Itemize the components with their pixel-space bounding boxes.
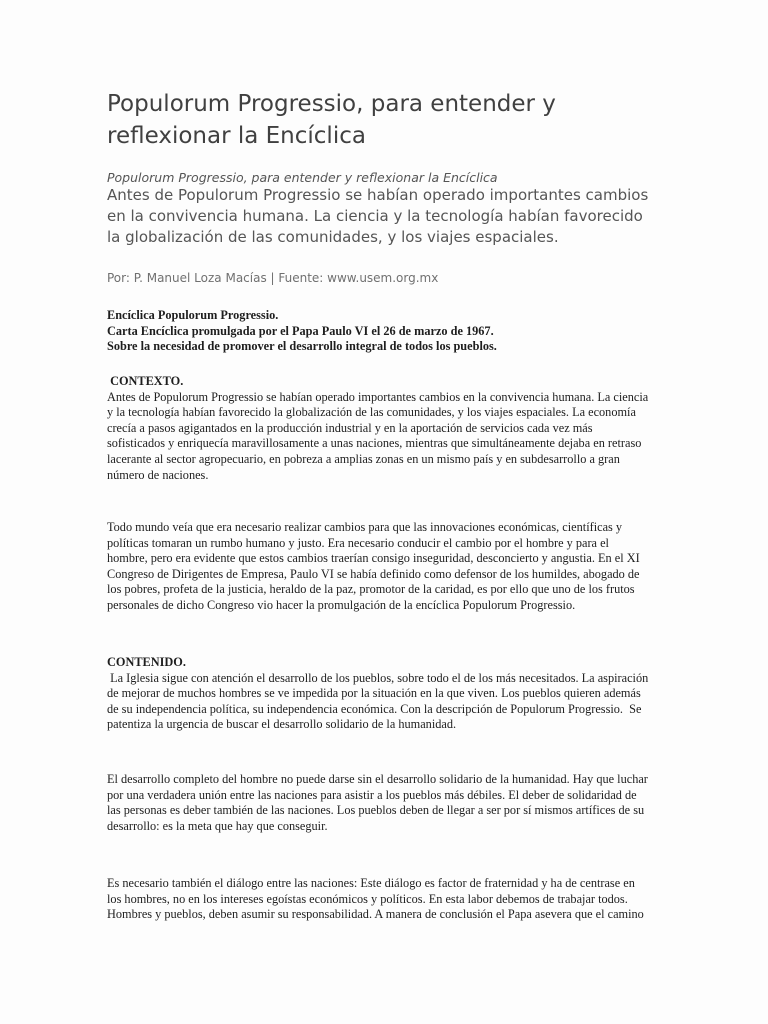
paragraph-line: los pobres, profeta de la justicia, heraldo de la paz, promotor de la caridad, es por ello que uno de los frutos — [107, 582, 635, 597]
paragraph-line: personales de dicho Congreso vio hacer la promulgación de la encíclica Populorum Progressio. — [107, 597, 576, 612]
paragraph-line: desarrollo: es la meta que hay que conseguir. — [107, 818, 328, 833]
paragraph-line: por una verdadera unión entre las naciones para asistir a los pueblos más débiles. El deber de solidaridad de — [107, 787, 637, 802]
paragraph-line: El desarrollo completo del hombre no puede darse sin el desarrollo solidario de la humanidad. Hay que luchar — [107, 772, 648, 786]
header-line: Encíclica Populorum Progressio. — [107, 308, 279, 322]
document-lead — [107, 185, 667, 248]
section-heading-contexto: CONTEXTO. — [107, 374, 184, 388]
document-subtitle: Populorum Progressio, para entender y reflexionar la Encíclica — [107, 170, 498, 185]
paragraph-line: Congreso de Dirigentes de Empresa, Paulo VI se había definido como defensor de los humildes, abogado de — [107, 566, 640, 581]
section-contenido — [107, 655, 663, 733]
lead-line: Antes de Populorum Progressio se habían operado importantes cambios — [107, 186, 649, 204]
paragraph-line: número de naciones. — [107, 467, 209, 482]
paragraph-line: y la tecnología habían favorecido la globalización de las comunidades, y los viajes espaciales. La economía — [107, 405, 636, 420]
paragraph-line: patentiza la urgencia de buscar el desarrollo solidario de la humanidad. — [107, 717, 457, 732]
paragraph-dialogo — [107, 876, 663, 923]
paragraph-line: sofisticados y enriquecía maravillosamente a unas naciones, mientras que simultáneamente dejaba en retraso — [107, 436, 642, 451]
paragraph-line: políticas tomaran un rumbo humano y justo. Era necesario conducir el cambio por el hombre y para el — [107, 535, 609, 550]
section-heading-contenido: CONTENIDO. — [107, 655, 186, 669]
paragraph-line: lacerante al sector agropecuario, en pobreza a amplias zonas en un mismo país y en subdesarrollo a gran — [107, 451, 620, 466]
title-line: Populorum Progressio, para entender y — [107, 91, 556, 117]
paragraph-line: de mejorar de muchos hombres se ve impedida por la situación en la que viven. Los pueblos quieren además — [107, 686, 641, 701]
encyclical-header — [107, 308, 663, 355]
paragraph-line: La Iglesia sigue con atención el desarrollo de los pueblos, sobre todo el de los más necesitados. La aspiración — [107, 670, 649, 685]
paragraph-line: Es necesario también el diálogo entre las naciones: Este diálogo es factor de fraternidad y ha de centrase en — [107, 876, 635, 890]
title-line: reflexionar la Encíclica — [107, 123, 366, 149]
document-title — [107, 88, 667, 152]
paragraph-line: de su independencia política, su independencia económica. Con la descripción de Populorum Progressio. Se — [107, 701, 642, 716]
paragraph-line: los hombres, no en los intereses egoístas económicos y políticos. En esta labor debemos de trabajar todos. — [107, 891, 628, 906]
header-line: Sobre la necesidad de promover el desarrollo integral de todos los pueblos. — [107, 339, 497, 354]
header-line: Carta Encíclica promulgada por el Papa Paulo VI el 26 de marzo de 1967. — [107, 323, 494, 338]
paragraph-line: las personas es deber también de las naciones. Los pueblos deben de llegar a ser por sí mismos artífices de su — [107, 803, 645, 818]
section-contexto — [107, 374, 663, 483]
lead-line: la globalización de las comunidades, y los viajes espaciales. — [107, 228, 559, 246]
paragraph-line: crecía a pasos agigantados en la producción industrial y en la aportación de servicios cada vez más — [107, 420, 593, 435]
paragraph-line: hombre, pero era evidente que estos cambios traerían consigo inseguridad, desconcierto y angustia. En el XI — [107, 551, 640, 566]
paragraph-desarrollo — [107, 772, 663, 834]
lead-line: en la convivencia humana. La ciencia y la tecnología habían favorecido — [107, 207, 643, 225]
paragraph-line: Hombres y pueblos, deben asumir su responsabilidad. A manera de conclusión el Papa asevera que el camino — [107, 907, 644, 922]
paragraph-cambios — [107, 520, 663, 614]
paragraph-line: Todo mundo veía que era necesario realizar cambios para que las innovaciones económicas, científicas y — [107, 520, 623, 534]
author-source-byline: Por: P. Manuel Loza Macías | Fuente: www.usem.org.mx — [107, 271, 439, 285]
paragraph-line: Antes de Populorum Progressio se habían operado importantes cambios en la convivencia humana. La ciencia — [107, 389, 649, 404]
